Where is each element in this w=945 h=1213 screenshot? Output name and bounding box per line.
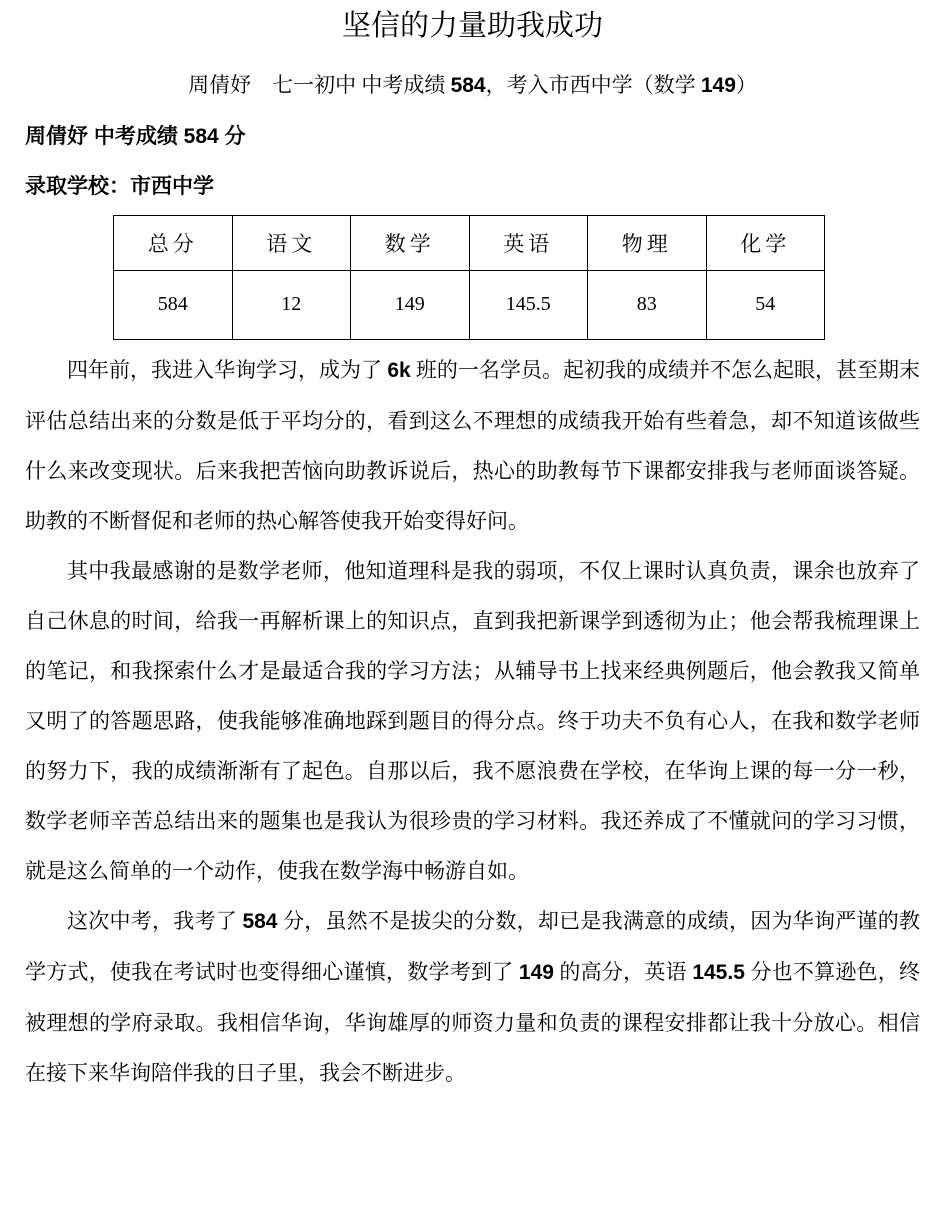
score-value-chemistry: 54: [706, 270, 825, 339]
document-title: 坚信的力量助我成功: [341, 10, 603, 42]
student-score-line: 周倩妤 中考成绩 584 分: [25, 125, 246, 149]
score-table-header-english: 英语: [469, 215, 588, 270]
score-table-header-row: [114, 215, 825, 270]
score-table-header-math: 数学: [351, 215, 470, 270]
score-table-header-total: 总分: [114, 215, 233, 270]
score-table-header-chinese: 语文: [232, 215, 351, 270]
admission-school-line: 录取学校：市西中学: [25, 174, 214, 198]
score-value-total: 584: [114, 270, 233, 339]
score-value-english: 145.5: [469, 270, 588, 339]
score-table-header-chemistry: 化学: [706, 215, 825, 270]
score-table-header-physics: 物理: [588, 215, 707, 270]
score-table-value-row: [114, 270, 825, 339]
score-value-math: 149: [351, 270, 470, 339]
score-value-physics: 83: [588, 270, 707, 339]
score-table: [113, 215, 825, 340]
document-subtitle: 周倩妤 七一初中 中考成绩 584，考入市西中学（数学 149）: [188, 73, 757, 98]
paragraph-2: 其中我最感谢的是数学老师，他知道理科是我的弱项，不仅上课时认真负责，课余也放弃了自己休息的时间，给我一再解析课上的知识点，直到我把新课学到透彻为止；他会帮我梳理课上的笔记，和我探索什么才是最适合我的学习方法；从辅导书上找来经典例题后，他会教我又简单又明了的答题思路，使我能够准确地踩到题目的得分点。终于功夫不负有心人，在我和数学老师的努力下，我的成绩渐渐有了起色。自那以后，我不愿浪费在学校，在华询上课的每一分一秒，数学老师辛苦总结出来的题集也是我认为很珍贵的学习材料。我还养成了不懂就问的学习习惯，就是这么简单的一个动作，使我在数学海中畅游自如。: [25, 558, 920, 883]
score-value-chinese: 12: [232, 270, 351, 339]
paragraph-3: 这次中考，我考了 584 分，虽然不是拔尖的分数，却已是我满意的成绩，因为华询严谨的教学方式，使我在考试时也变得细心谨慎，数学考到了 149 的高分，英语 145.5 分也不算逊色，终被理想的学府录取。我相信华询，华询雄厚的师资力量和负责的课程安排都让我十分放心。相信在接下来华询陪伴我的日子里，我会不断进步。: [25, 908, 921, 1085]
paragraph-1: 四年前，我进入华询学习，成为了 6k 班的一名学员。起初我的成绩并不怎么起眼，甚至期末评估总结出来的分数是低于平均分的，看到这么不理想的成绩我开始有些着急，却不知道该做些什么来改变现状。后来我把苦恼向助教诉说后，热心的助教每节下课都安排我与老师面谈答疑。助教的不断督促和老师的热心解答使我开始变得好问。: [25, 357, 921, 533]
